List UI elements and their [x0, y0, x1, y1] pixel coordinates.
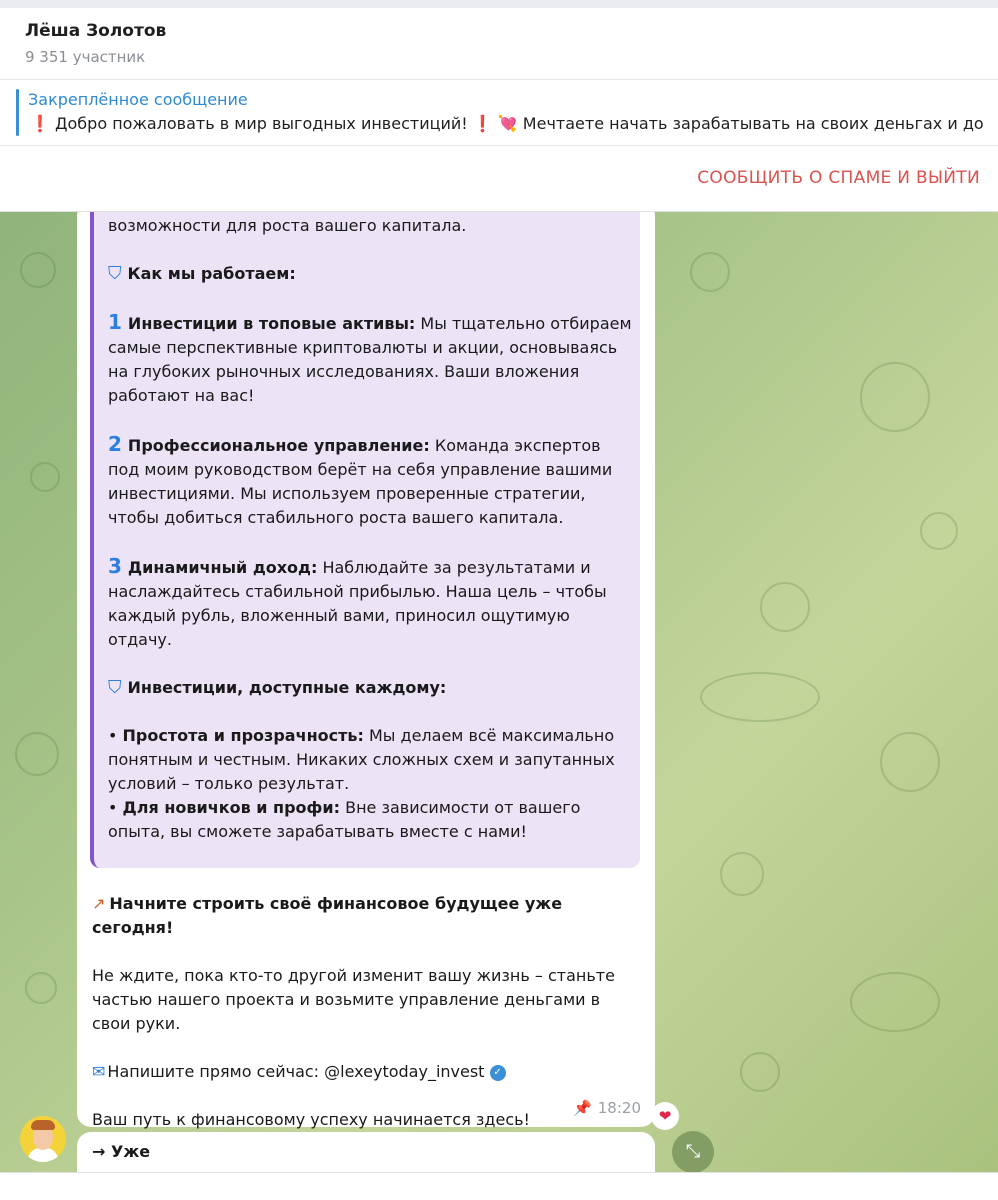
pinned-text: ❗ Добро пожаловать в мир выгодных инвестиций! ❗ 💘 Мечтаете начать зарабатывать на своих деньгах и до [30, 114, 984, 133]
cta-heading: Начните строить своё финансовое будущее уже сегодня! [92, 894, 563, 937]
number-icon: 2 [108, 432, 122, 456]
item-title: Динамичный доход: [127, 558, 318, 577]
doodle-pattern [740, 1052, 780, 1092]
doodle-pattern [760, 582, 810, 632]
doodle-pattern [15, 732, 59, 776]
window-top-strip [0, 0, 998, 8]
quote-block [90, 212, 640, 868]
pinned-message-bar[interactable] [0, 80, 998, 146]
chat-area[interactable] [0, 212, 998, 1172]
message-bubble[interactable] [77, 212, 655, 1127]
contact-handle-link[interactable]: @lexeytoday_invest [324, 1062, 485, 1081]
doodle-pattern [880, 732, 940, 792]
item-title: Профессиональное управление: [127, 436, 430, 455]
doodle-pattern [20, 252, 56, 288]
closing-text: Ваш путь к финансовому успеху начинается здесь! [92, 1110, 530, 1129]
member-count: 9 351 участник [25, 48, 146, 66]
message-bubble-next[interactable] [77, 1132, 655, 1172]
access-heading: Инвестиции, доступные каждому: [127, 678, 447, 697]
quote-intro: возможности для роста вашего капитала. [108, 216, 467, 235]
envelope-icon: ✉ [92, 1062, 106, 1081]
bullet-item: • Для новичков и профи: Вне зависимости от вашего опыта, вы сможете зарабатывать вместе с нами! [108, 798, 581, 841]
contact-label: Напишите прямо сейчас: [107, 1062, 325, 1081]
item-text: Команда экспертов под моим руководством берёт на себя управление вашими инвестициями. Мы используем проверенные стратегии, чтобы добиться стабильного роста вашего капитала. [108, 436, 613, 527]
shield-icon: ⛉ [108, 677, 122, 698]
doodle-pattern [850, 972, 940, 1032]
bullet-item: • Простота и прозрачность: Мы делаем всё максимально понятным и честным. Никаких сложных схем и запутанных условий – только результат. [108, 726, 615, 793]
spam-bar [0, 146, 998, 212]
next-message-text: → Уже [92, 1142, 151, 1161]
pinned-accent-bar [16, 89, 19, 136]
doodle-pattern [720, 852, 764, 896]
chat-header[interactable] [0, 8, 998, 80]
item-text: Наблюдайте за результатами и наслаждайтесь стабильной прибылью. Наша цель – чтобы каждый рубль, вложенный вами, приносил ощутимую отдачу. [108, 558, 607, 649]
item-text: Мы тщательно отбираем самые перспективные криптовалюты и акции, основываясь на глубоких рыночных исследованиях. Ваши вложения работают на вас! [108, 314, 632, 405]
composer-bar [0, 1172, 998, 1200]
shield-icon: ⛉ [108, 263, 122, 284]
number-icon: 1 [108, 310, 122, 334]
number-icon: 3 [108, 554, 122, 578]
doodle-pattern [860, 362, 930, 432]
message-meta [573, 1099, 641, 1117]
message-time: 18:20 [597, 1099, 641, 1117]
avatar[interactable] [20, 1116, 66, 1162]
collapse-icon[interactable]: ⤡ [672, 1131, 714, 1172]
doodle-pattern [700, 672, 820, 722]
pin-icon: 📌 [573, 1099, 592, 1117]
how-heading: Как мы работаем: [127, 264, 296, 283]
chat-title: Лёша Золотов [25, 21, 167, 41]
doodle-pattern [920, 512, 958, 550]
report-spam-button[interactable]: СООБЩИТЬ О СПАМЕ И ВЫЙТИ [697, 168, 980, 188]
doodle-pattern [690, 252, 730, 292]
doodle-pattern [25, 972, 57, 1004]
chart-up-icon: ↗ [92, 894, 106, 913]
doodle-pattern [30, 462, 60, 492]
verified-icon: ✓ [490, 1065, 506, 1081]
cta-text: Не ждите, пока кто-то другой изменит вашу жизнь – станьте частью нашего проекта и возьмите управление деньгами в свои руки. [92, 966, 615, 1033]
pinned-title: Закреплённое сообщение [28, 90, 248, 109]
item-title: Инвестиции в топовые активы: [127, 314, 416, 333]
heart-icon[interactable]: ❤ [651, 1102, 679, 1130]
